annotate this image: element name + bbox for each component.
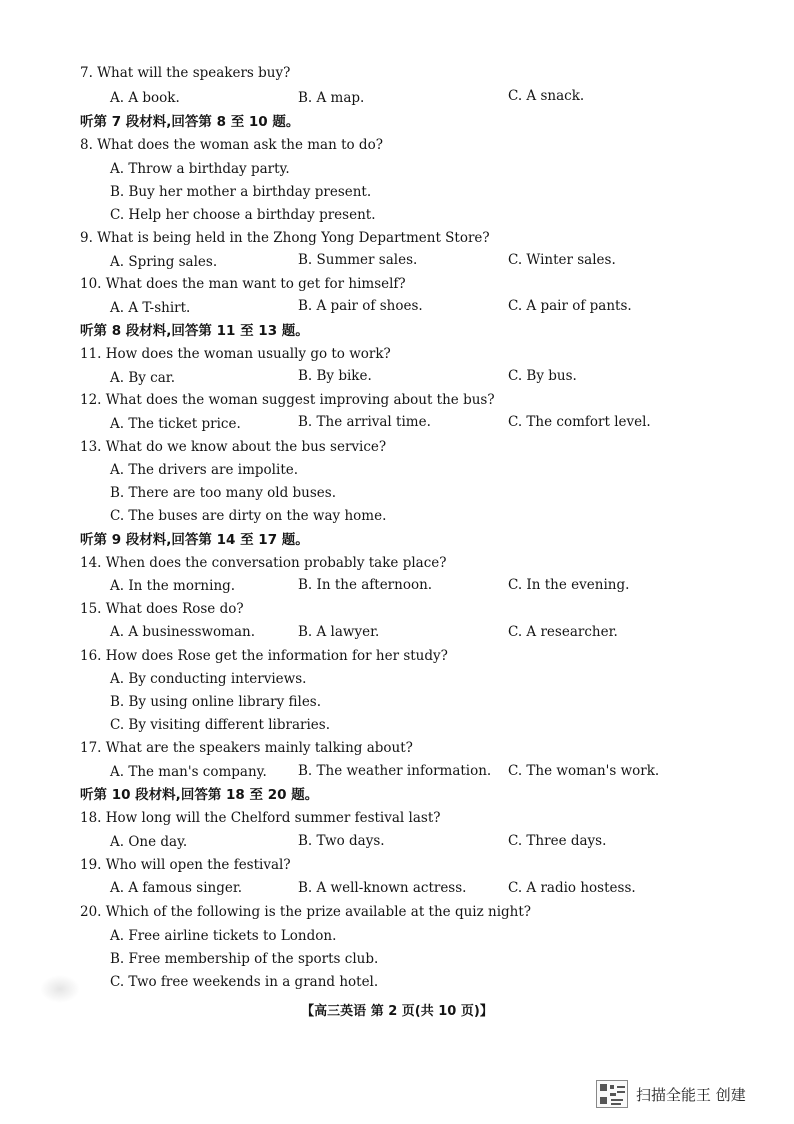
q17-option-b: B. The weather information. bbox=[298, 763, 492, 779]
q8-option-a: A. Throw a birthday party. bbox=[110, 161, 290, 177]
section-heading-7: 听第 7 段材料,回答第 8 至 10 题。 bbox=[80, 114, 300, 130]
q12-option-c: C. The comfort level. bbox=[508, 414, 651, 430]
q14-option-c: C. In the evening. bbox=[508, 577, 630, 593]
q12-option-b: B. The arrival time. bbox=[298, 414, 431, 430]
q12-option-a: A. The ticket price. bbox=[110, 416, 241, 432]
q9-option-a: A. Spring sales. bbox=[110, 254, 218, 270]
question-12: 12. What does the woman suggest improving about the bus? bbox=[80, 392, 495, 408]
question-15: 15. What does Rose do? bbox=[80, 601, 244, 617]
q19-option-c: C. A radio hostess. bbox=[508, 880, 636, 896]
scanner-watermark bbox=[596, 1080, 746, 1108]
watermark-text: 扫描全能王 创建 bbox=[636, 1085, 746, 1104]
q8-option-b: B. Buy her mother a birthday present. bbox=[110, 184, 372, 200]
question-13: 13. What do we know about the bus service? bbox=[80, 439, 387, 455]
q9-option-c: C. Winter sales. bbox=[508, 252, 616, 268]
q10-option-a: A. A T-shirt. bbox=[110, 300, 191, 316]
q16-option-b: B. By using online library files. bbox=[110, 694, 322, 710]
question-10: 10. What does the man want to get for himself? bbox=[80, 276, 406, 292]
q9-option-b: B. Summer sales. bbox=[298, 252, 418, 268]
q16-option-c: C. By visiting different libraries. bbox=[110, 717, 330, 733]
q7-option-b: B. A map. bbox=[298, 90, 365, 106]
section-heading-8: 听第 8 段材料,回答第 11 至 13 题。 bbox=[80, 323, 309, 339]
q13-option-a: A. The drivers are impolite. bbox=[110, 462, 299, 478]
q16-option-a: A. By conducting interviews. bbox=[110, 671, 307, 687]
q15-option-c: C. A researcher. bbox=[508, 624, 618, 640]
q11-option-c: C. By bus. bbox=[508, 368, 577, 384]
page-footer: 【高三英语 第 2 页(共 10 页)】 bbox=[301, 1004, 493, 1019]
question-11: 11. How does the woman usually go to work? bbox=[80, 346, 391, 362]
q8-option-c: C. Help her choose a birthday present. bbox=[110, 207, 376, 223]
q10-option-c: C. A pair of pants. bbox=[508, 298, 632, 314]
q15-option-b: B. A lawyer. bbox=[298, 624, 380, 640]
q20-option-b: B. Free membership of the sports club. bbox=[110, 951, 379, 967]
q11-option-a: A. By car. bbox=[110, 370, 176, 386]
q19-option-b: B. A well-known actress. bbox=[298, 880, 467, 896]
question-20: 20. Which of the following is the prize available at the quiz night? bbox=[80, 904, 532, 920]
question-9: 9. What is being held in the Zhong Yong Department Store? bbox=[80, 230, 490, 246]
question-19: 19. Who will open the festival? bbox=[80, 857, 291, 873]
q13-option-b: B. There are too many old buses. bbox=[110, 485, 336, 501]
question-17: 17. What are the speakers mainly talking about? bbox=[80, 740, 413, 756]
q17-option-c: C. The woman's work. bbox=[508, 763, 660, 779]
question-8: 8. What does the woman ask the man to do? bbox=[80, 137, 383, 153]
q18-option-b: B. Two days. bbox=[298, 833, 385, 849]
question-18: 18. How long will the Chelford summer festival last? bbox=[80, 810, 441, 826]
q18-option-c: C. Three days. bbox=[508, 833, 607, 849]
q15-option-a: A. A businesswoman. bbox=[110, 624, 256, 640]
qr-code-icon bbox=[596, 1080, 628, 1108]
q18-option-a: A. One day. bbox=[110, 834, 188, 850]
q11-option-b: B. By bike. bbox=[298, 368, 372, 384]
section-heading-10: 听第 10 段材料,回答第 18 至 20 题。 bbox=[80, 787, 319, 803]
question-16: 16. How does Rose get the information for her study? bbox=[80, 648, 448, 664]
scan-smudge bbox=[40, 975, 80, 1003]
question-7: 7. What will the speakers buy? bbox=[80, 65, 291, 81]
q7-option-c: C. A snack. bbox=[508, 88, 585, 104]
q19-option-a: A. A famous singer. bbox=[110, 880, 243, 896]
q17-option-a: A. The man's company. bbox=[110, 764, 267, 780]
q10-option-b: B. A pair of shoes. bbox=[298, 298, 423, 314]
q7-option-a: A. A book. bbox=[110, 90, 180, 106]
q20-option-c: C. Two free weekends in a grand hotel. bbox=[110, 974, 379, 990]
q20-option-a: A. Free airline tickets to London. bbox=[110, 928, 337, 944]
q14-option-b: B. In the afternoon. bbox=[298, 577, 433, 593]
question-14: 14. When does the conversation probably take place? bbox=[80, 555, 447, 571]
section-heading-9: 听第 9 段材料,回答第 14 至 17 题。 bbox=[80, 532, 309, 548]
q13-option-c: C. The buses are dirty on the way home. bbox=[110, 508, 387, 524]
q14-option-a: A. In the morning. bbox=[110, 578, 236, 594]
